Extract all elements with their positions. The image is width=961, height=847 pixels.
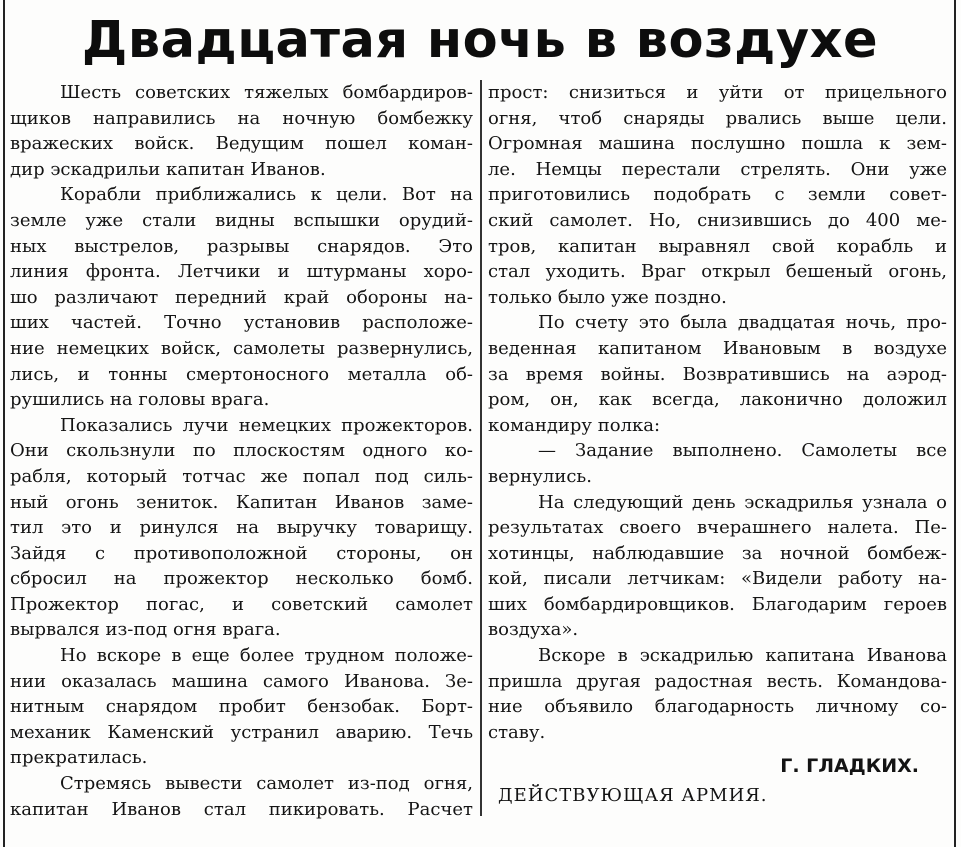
text-line: лись, и тонны смертоносного металла об-	[10, 363, 473, 385]
text-line: сбросил на прожектор несколько бомб.	[10, 568, 473, 590]
text-line: приготовились подобрать с земли совет-	[488, 184, 947, 206]
text-line: Огромная машина послушно пошла к зем-	[488, 133, 947, 155]
text-line: На следующий день эскадрилья узнала о	[538, 491, 947, 513]
text-line: хотинцы, наблюдавшие за ночной бомбеж-	[488, 542, 947, 564]
page-edge-left	[3, 0, 5, 847]
text-line: механик Каменский устранил аварию. Течь	[10, 721, 473, 743]
page-edge-right	[954, 0, 956, 847]
text-line: огня, чтоб снаряды рвались выше цели.	[488, 107, 947, 129]
text-line: вырвался из-под огня врага.	[10, 619, 281, 641]
text-line: ших частей. Точно установив расположе-	[10, 312, 473, 334]
text-line: вражеских войск. Ведущим пошел коман-	[10, 133, 473, 155]
text-line: результатах своего вчерашнего налета. Пе-	[488, 517, 947, 539]
text-line: нитным снарядом пробит бензобак. Борт-	[10, 696, 473, 718]
text-line: Шесть советских тяжелых бомбардиров-	[60, 82, 473, 103]
text-line: за время войны. Возвратившись на аэрод-	[488, 363, 947, 385]
text-line: веденная капитаном Ивановым в воздухе	[488, 337, 947, 359]
text-line: ле. Немцы перестали стрелять. Они уже	[488, 158, 947, 180]
text-line: ставу.	[488, 721, 546, 743]
article-column-left	[10, 80, 473, 822]
text-line: прекратилась.	[10, 747, 148, 769]
text-line: рушились на головы врага.	[10, 389, 270, 411]
text-line: нии оказалась машина самого Иванова. Зе-	[10, 670, 473, 692]
text-line: Вскоре в эскадрилью капитана Иванова	[538, 645, 947, 667]
text-line: Корабли приближались к цели. Вот на	[60, 184, 473, 206]
text-line: ных выстрелов, разрывы снарядов. Это	[10, 235, 473, 257]
right-column-lines	[488, 80, 947, 745]
text-line: земле уже стали видны вспышки орудий-	[10, 209, 473, 231]
text-line: дир эскадрильи капитан Иванов.	[10, 158, 326, 180]
text-line: Они скользнули по плоскостям одного ко-	[10, 440, 473, 462]
text-line: щиков направились на ночную бомбежку	[10, 107, 473, 129]
text-line: вернулись.	[488, 465, 592, 487]
text-line: тров, капитан выравнял свой корабль и	[488, 235, 947, 257]
text-line: ский самолет. Но, снизившись до 400 ме-	[488, 209, 947, 231]
text-line: капитан Иванов стал пикировать. Расчет	[10, 798, 473, 820]
text-line: шо различают передний край обороны на-	[10, 286, 473, 308]
text-line: воздуха».	[488, 619, 579, 641]
article-column-right	[488, 80, 947, 813]
text-line: прост: снизиться и уйти от прицельного	[488, 82, 947, 103]
text-line: — Задание выполнено. Самолеты все	[538, 440, 947, 462]
author-signature: Г. ГЛАДКИХ.	[780, 755, 919, 778]
text-line: рабля, который тотчас же попал под силь-	[10, 465, 473, 487]
text-line: ный огонь зениток. Капитан Иванов заме-	[10, 491, 473, 513]
text-line: Прожектор погас, и советский самолет	[10, 593, 473, 615]
text-line: ние немецких войск, самолеты развернулись,	[10, 337, 473, 359]
text-line: ших бомбардировщиков. Благодарим героев	[488, 593, 947, 615]
dateline: ДЕЙСТВУЮЩАЯ АРМИЯ.	[498, 785, 768, 807]
text-line: тил это и ринулся на выручку товарищу.	[10, 517, 473, 539]
text-line: линия фронта. Летчики и штурманы хоро-	[10, 261, 473, 283]
article-headline: Двадцатая ночь в воздухе	[81, 11, 879, 70]
text-line: стал уходить. Враг открыл бешеный огонь,	[488, 261, 947, 283]
text-line: командиру полка:	[488, 414, 661, 436]
text-line: Но вскоре в еще более трудном положе-	[60, 645, 473, 667]
text-line: только было уже поздно.	[488, 286, 727, 308]
text-line: Зайдя с противоположной стороны, он	[10, 542, 473, 564]
text-line: пришла другая радостная весть. Командова-	[488, 670, 947, 692]
text-line: ром, он, как всегда, лаконично доложил	[488, 389, 947, 411]
text-line: Показались лучи немецких прожекторов.	[60, 414, 473, 436]
text-line: ние объявило благодарность личному со-	[488, 696, 947, 718]
column-divider	[480, 80, 482, 816]
text-line: По счету это была двадцатая ночь, про-	[538, 312, 947, 334]
text-line: Стремясь вывести самолет из-под огня,	[60, 773, 473, 795]
text-line: кой, писали летчикам: «Видели работу на-	[488, 568, 947, 590]
